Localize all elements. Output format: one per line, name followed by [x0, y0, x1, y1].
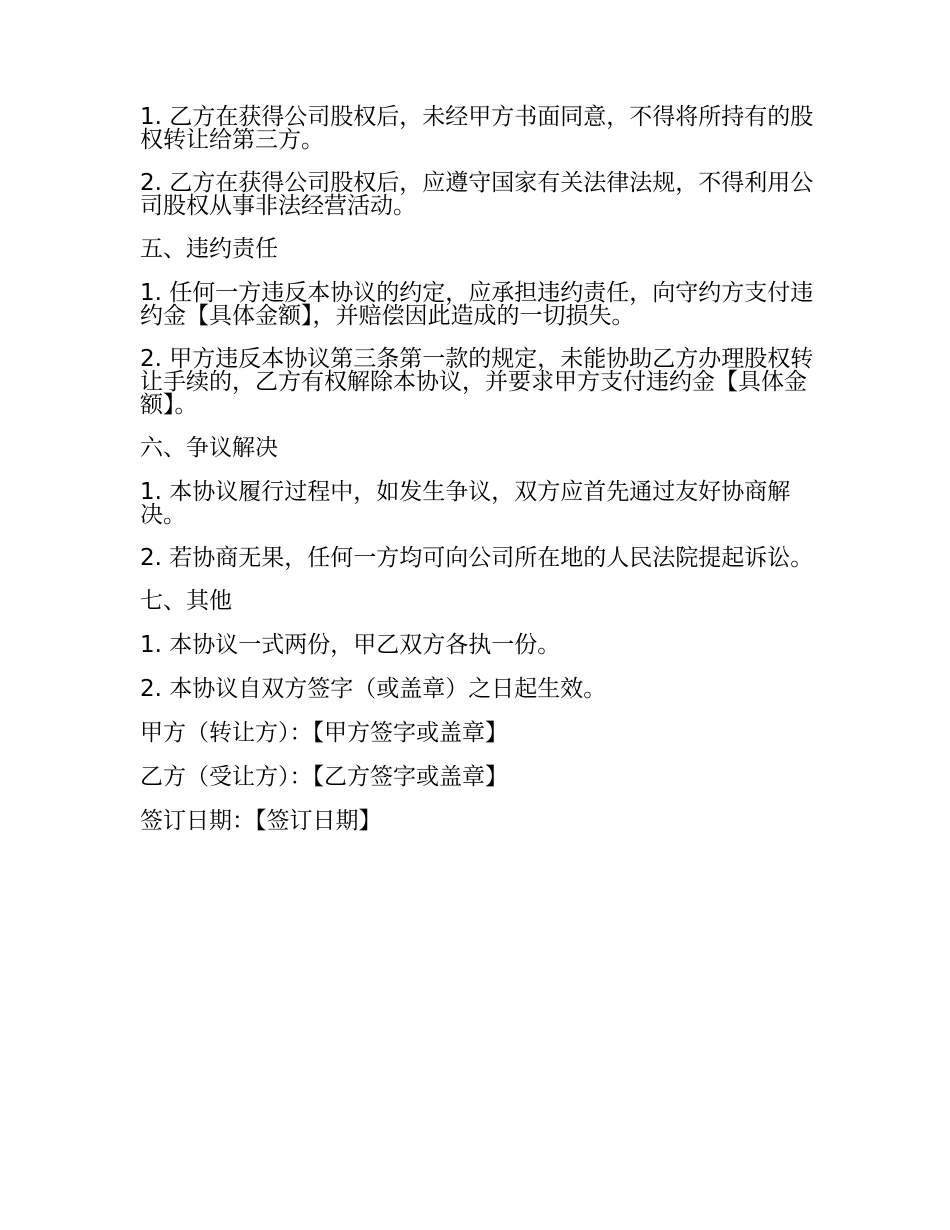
clause-5-1: 1. 任何一方违反本协议的约定，应承担违约责任，向守约方支付违约金【具体金额】，并赔偿因此造成的一切损失。 — [140, 280, 814, 329]
signing-date: 签订日期：【签订日期】 — [140, 808, 382, 834]
section-heading-6: 六、争议解决 — [140, 435, 278, 461]
clause-4-1: 1. 乙方在获得公司股权后，未经甲方书面同意，不得将所持有的股权转让给第三方。 — [140, 104, 814, 153]
clause-5-2: 2. 甲方违反本协议第三条第一款的规定，未能协助乙方办理股权转让手续的，乙方有权解除本协议，并要求甲方支付违约金【具体金额】。 — [140, 346, 814, 418]
clause-7-2: 2. 本协议自双方签字（或盖章）之日起生效。 — [140, 676, 607, 702]
party-a-signature: 甲方（转让方）：【甲方签字或盖章】 — [140, 720, 508, 746]
section-heading-7: 七、其他 — [140, 588, 232, 614]
section-heading-5: 五、违约责任 — [140, 236, 278, 262]
party-b-signature: 乙方（受让方）：【乙方签字或盖章】 — [140, 764, 508, 790]
clause-7-1: 1. 本协议一式两份，甲乙双方各执一份。 — [140, 632, 561, 658]
clause-6-2: 2. 若协商无果，任何一方均可向公司所在地的人民法院提起诉讼。 — [140, 545, 814, 571]
clause-4-2: 2. 乙方在获得公司股权后，应遵守国家有关法律法规，不得利用公司股权从事非法经营活动。 — [140, 170, 814, 219]
clause-6-1: 1. 本协议履行过程中，如发生争议，双方应首先通过友好协商解决。 — [140, 479, 791, 528]
document-page — [140, 106, 815, 854]
